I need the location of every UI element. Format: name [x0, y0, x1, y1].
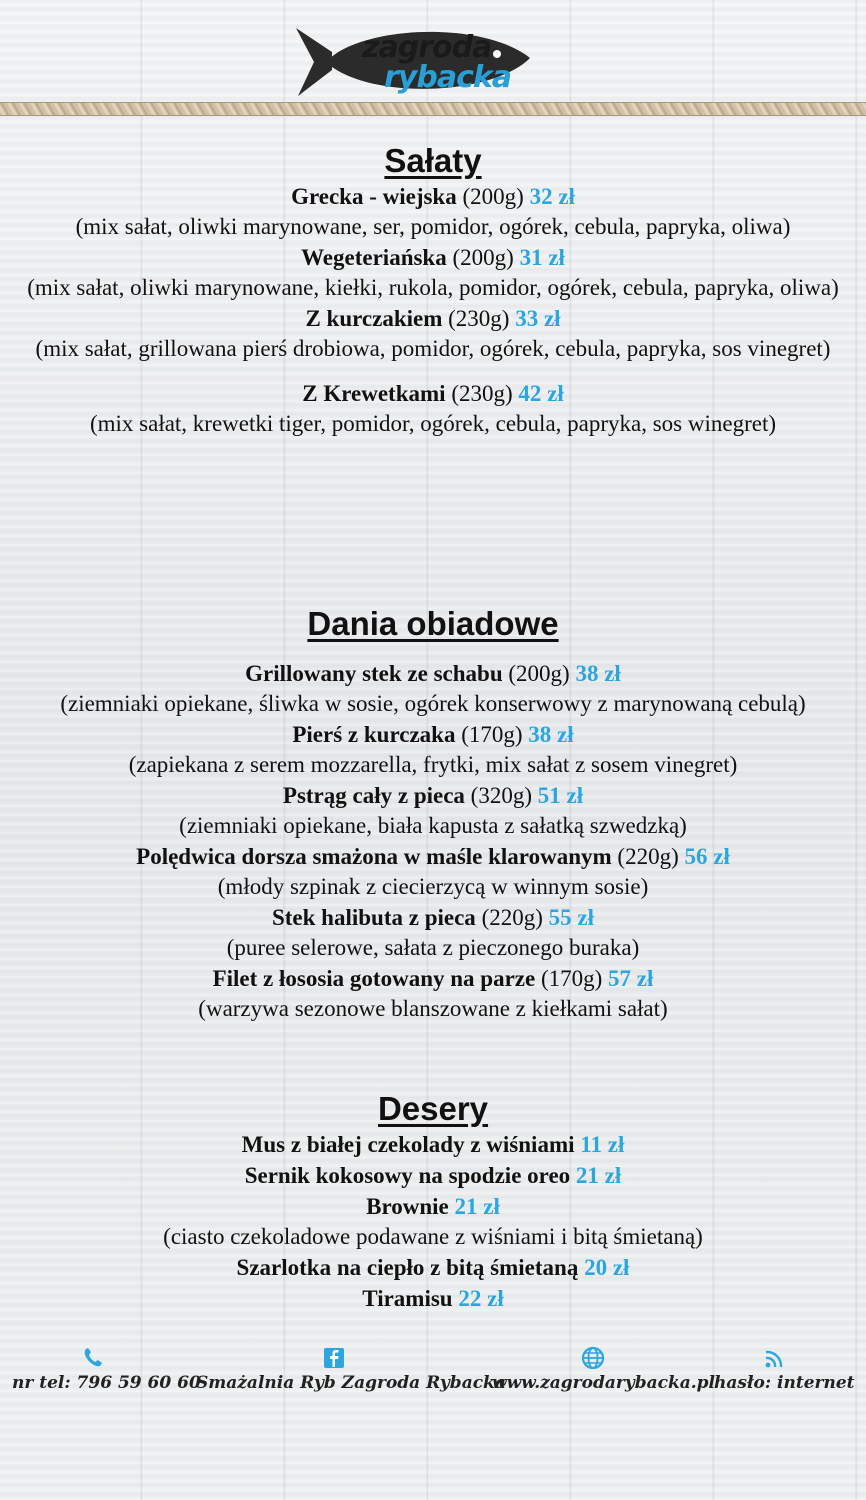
- item-price: 38 zł: [575, 661, 621, 686]
- phone-icon: [80, 1345, 106, 1371]
- footer-website-text: www.zagrodarybacka.pl: [492, 1373, 716, 1393]
- item-weight: (220g): [617, 844, 679, 869]
- item-weight: (170g): [461, 722, 523, 747]
- item-price: 31 zł: [519, 245, 565, 270]
- item-name: Z Krewetkami: [302, 381, 446, 406]
- item-desc: (warzywa sezonowe blanszowane z kiełkami sałat): [198, 996, 668, 1021]
- item-price: 55 zł: [548, 905, 594, 930]
- logo-text-line2: rybacka: [384, 60, 512, 95]
- item-weight: (200g): [462, 184, 524, 209]
- footer-facebook-text: Smażalnia Ryb Zagroda Rybacka: [196, 1373, 506, 1393]
- wifi-icon: [761, 1345, 787, 1371]
- menu-item: [0, 841, 866, 872]
- item-price: 51 zł: [537, 783, 584, 808]
- item-price: 56 zł: [684, 844, 730, 869]
- section-title: Desery: [377, 1090, 489, 1127]
- item-weight: (320g): [470, 783, 532, 808]
- menu-item: [0, 902, 866, 933]
- item-name: Grecka - wiejska: [291, 184, 457, 209]
- rope-divider: [0, 102, 866, 116]
- item-weight: (200g): [508, 661, 570, 686]
- facebook-icon: [321, 1345, 347, 1371]
- globe-icon: [580, 1345, 606, 1371]
- menu-item: [0, 303, 866, 334]
- item-name: Szarlotka na ciepło z bitą śmietaną: [236, 1255, 579, 1280]
- item-price: 20 zł: [584, 1255, 630, 1280]
- menu-item: [0, 181, 866, 212]
- logo-text-line1: zagroda: [362, 30, 492, 65]
- item-desc: (ziemniaki opiekane, biała kapusta z sałatką szwedzką): [179, 813, 687, 838]
- item-price: 11 zł: [580, 1132, 625, 1157]
- item-desc: (mix sałat, grillowana pierś drobiowa, pomidor, ogórek, cebula, papryka, sos vinegret): [35, 336, 831, 361]
- footer-phone-text: nr tel: 796 59 60 60: [12, 1373, 201, 1393]
- item-desc: (zapiekana z serem mozzarella, frytki, mix sałat z sosem vinegret): [128, 752, 738, 777]
- item-weight: (200g): [452, 245, 514, 270]
- item-name: Stek halibuta z pieca: [271, 905, 476, 930]
- menu-item: [0, 780, 866, 811]
- item-name: Wegeteriańska: [301, 245, 447, 270]
- menu-item: [0, 378, 866, 409]
- item-name: Brownie: [366, 1194, 449, 1219]
- item-name: Grillowany stek ze schabu: [245, 661, 503, 686]
- section-title: Sałaty: [384, 142, 482, 179]
- item-name: Pstrąg cały z pieca: [282, 783, 465, 808]
- item-name: Polędwica dorsza smażona w maśle klarowanym: [136, 844, 612, 869]
- section-title: Dania obiadowe: [307, 605, 559, 642]
- footer-wifi-text: hasło: internet: [714, 1373, 855, 1393]
- section-salaty: [0, 141, 866, 439]
- item-name: Mus z białej czekolady z wiśniami: [241, 1132, 575, 1157]
- item-weight: (170g): [540, 966, 603, 991]
- section-dania-obiadowe: [0, 604, 866, 1024]
- menu-item: [0, 1252, 866, 1283]
- footer-wifi: [714, 1345, 855, 1393]
- section-desery: [0, 1089, 866, 1314]
- item-desc: (ciasto czekoladowe podawane z wiśniami i bitą śmietaną): [163, 1224, 703, 1249]
- footer: [0, 1345, 866, 1405]
- item-name: Pierś z kurczaka: [292, 722, 456, 747]
- item-price: 22 zł: [458, 1286, 504, 1311]
- item-desc: (mix sałat, oliwki marynowane, kiełki, rukola, pomidor, ogórek, cebula, papryka, oliwa): [27, 275, 839, 300]
- menu-item: [0, 1283, 866, 1314]
- item-desc: (mix sałat, oliwki marynowane, ser, pomidor, ogórek, cebula, papryka, oliwa): [75, 214, 791, 239]
- item-weight: (230g): [451, 381, 513, 406]
- item-price: 21 zł: [575, 1163, 622, 1188]
- item-name: Sernik kokosowy na spodzie oreo: [244, 1163, 571, 1188]
- item-weight: (230g): [448, 306, 510, 331]
- item-desc: (młody szpinak z ciecierzycą w winnym sosie): [217, 874, 649, 899]
- item-price: 57 zł: [608, 966, 654, 991]
- item-price: 32 zł: [529, 184, 575, 209]
- item-name: Tiramisu: [362, 1286, 453, 1311]
- item-price: 42 zł: [518, 381, 564, 406]
- footer-website[interactable]: [492, 1345, 716, 1393]
- item-desc: (puree selerowe, sałata z pieczonego buraka): [226, 935, 640, 960]
- footer-phone[interactable]: [12, 1345, 201, 1393]
- footer-facebook[interactable]: [196, 1345, 506, 1393]
- logo: [292, 22, 537, 100]
- menu-item: [0, 1191, 866, 1222]
- item-price: 33 zł: [515, 306, 561, 331]
- item-desc: (ziemniaki opiekane, śliwka w sosie, ogórek konserwowy z marynowaną cebulą): [60, 691, 806, 716]
- menu-item: [0, 1160, 866, 1191]
- menu-item: [0, 963, 866, 994]
- item-name: Z kurczakiem: [305, 306, 443, 331]
- item-name: Filet z łososia gotowany na parze: [212, 966, 536, 991]
- menu-item: [0, 1129, 866, 1160]
- item-desc: (mix sałat, krewetki tiger, pomidor, ogórek, cebula, papryka, sos winegret): [89, 411, 777, 436]
- item-price: 38 zł: [528, 722, 574, 747]
- menu-item: [0, 658, 866, 689]
- item-weight: (220g): [481, 905, 543, 930]
- menu-item: [0, 719, 866, 750]
- menu-item: [0, 242, 866, 273]
- item-price: 21 zł: [454, 1194, 500, 1219]
